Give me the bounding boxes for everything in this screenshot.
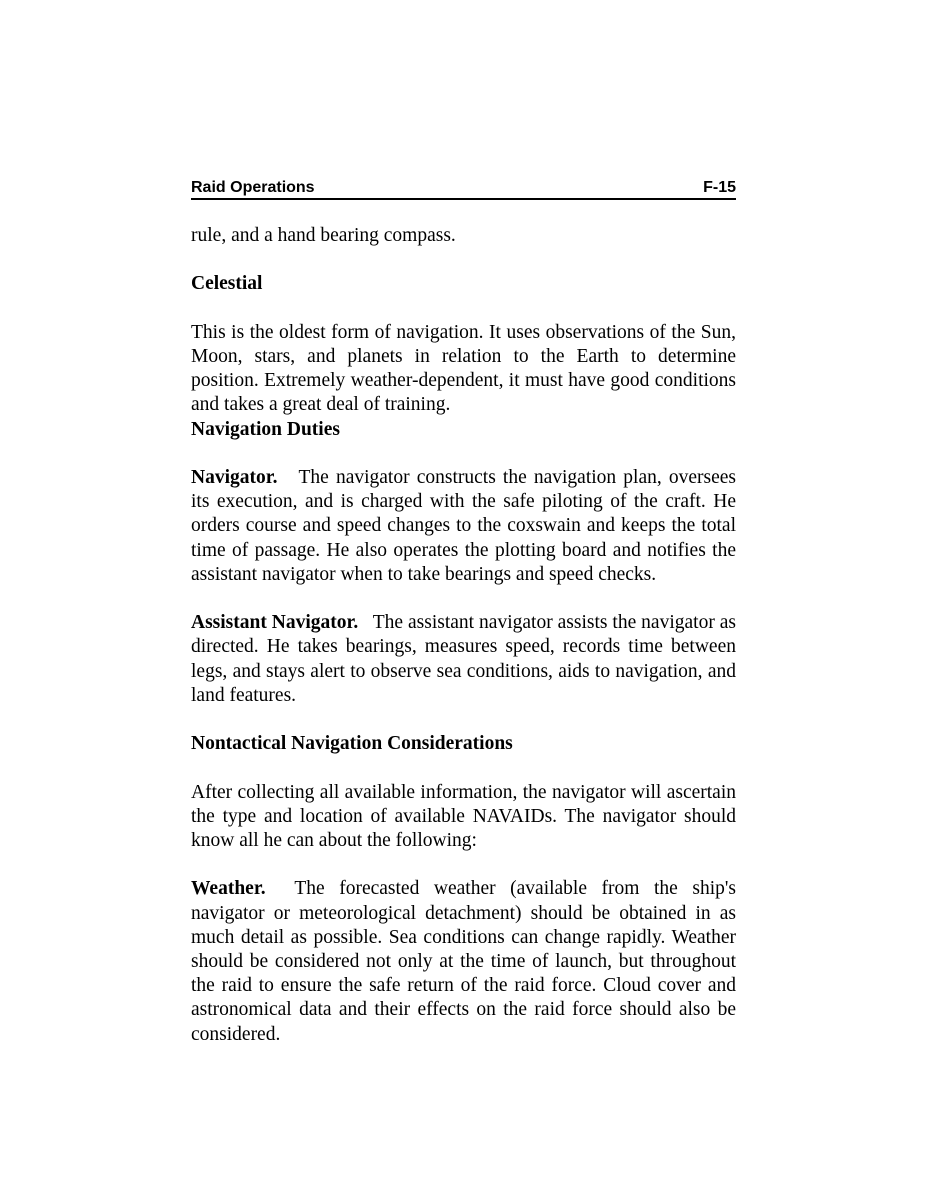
intro-continuation-paragraph: rule, and a hand bearing compass. [191, 225, 456, 246]
assistant-navigator-text: The assistant navigator assists the navigator as directed. He takes bearings, measures speed, records time between legs, and stays alert to observe sea conditions, aids to navigation, and land features. [191, 612, 736, 706]
navigation-duties-heading: Navigation Duties [191, 418, 340, 440]
body-text [191, 224, 736, 1047]
assistant-navigator-term: Assistant Navigator. [191, 612, 359, 634]
nontactical-heading: Nontactical Navigation Considerations [191, 733, 513, 755]
weather-text: The forecasted weather (available from the ship's navigator or meteorological detachment) should be obtained in as much detail as possible. Sea conditions can change rapidly. Weather should be considered not only at the time of launch, but throughout the raid to ensure the safe return of the raid force. Cloud cover and astronomical data and their effects on the raid force should also be considered. [191, 878, 737, 1045]
page-number: F-15 [703, 179, 736, 196]
navigator-text: The navigator constructs the navigation plan, oversees its execution, and is charged with the safe piloting of the craft. He orders course and speed changes to the coxswain and keeps the total time of passage. He also operates the plotting board and notifies the assistant navigator when to take bearings and speed checks. [191, 466, 736, 585]
celestial-paragraph: This is the oldest form of navigation. It uses observations of the Sun, Moon, stars, and planets in relation to the Earth to determine position. Extremely weather-dependent, it must have good conditions and takes a great deal of training. [191, 321, 736, 416]
navigator-paragraph [191, 466, 736, 587]
section-title: Raid Operations [191, 179, 315, 196]
weather-paragraph [191, 877, 736, 1046]
document-page [191, 178, 736, 1047]
weather-term: Weather. [191, 878, 266, 900]
nontactical-paragraph: After collecting all available information, the navigator will ascertain the type and location of available NAVAIDs. The navigator should know all he can about the following: [191, 781, 736, 851]
running-header [191, 178, 736, 200]
assistant-navigator-paragraph [191, 611, 736, 708]
celestial-heading: Celestial [191, 273, 263, 295]
navigator-term: Navigator. [191, 466, 278, 488]
